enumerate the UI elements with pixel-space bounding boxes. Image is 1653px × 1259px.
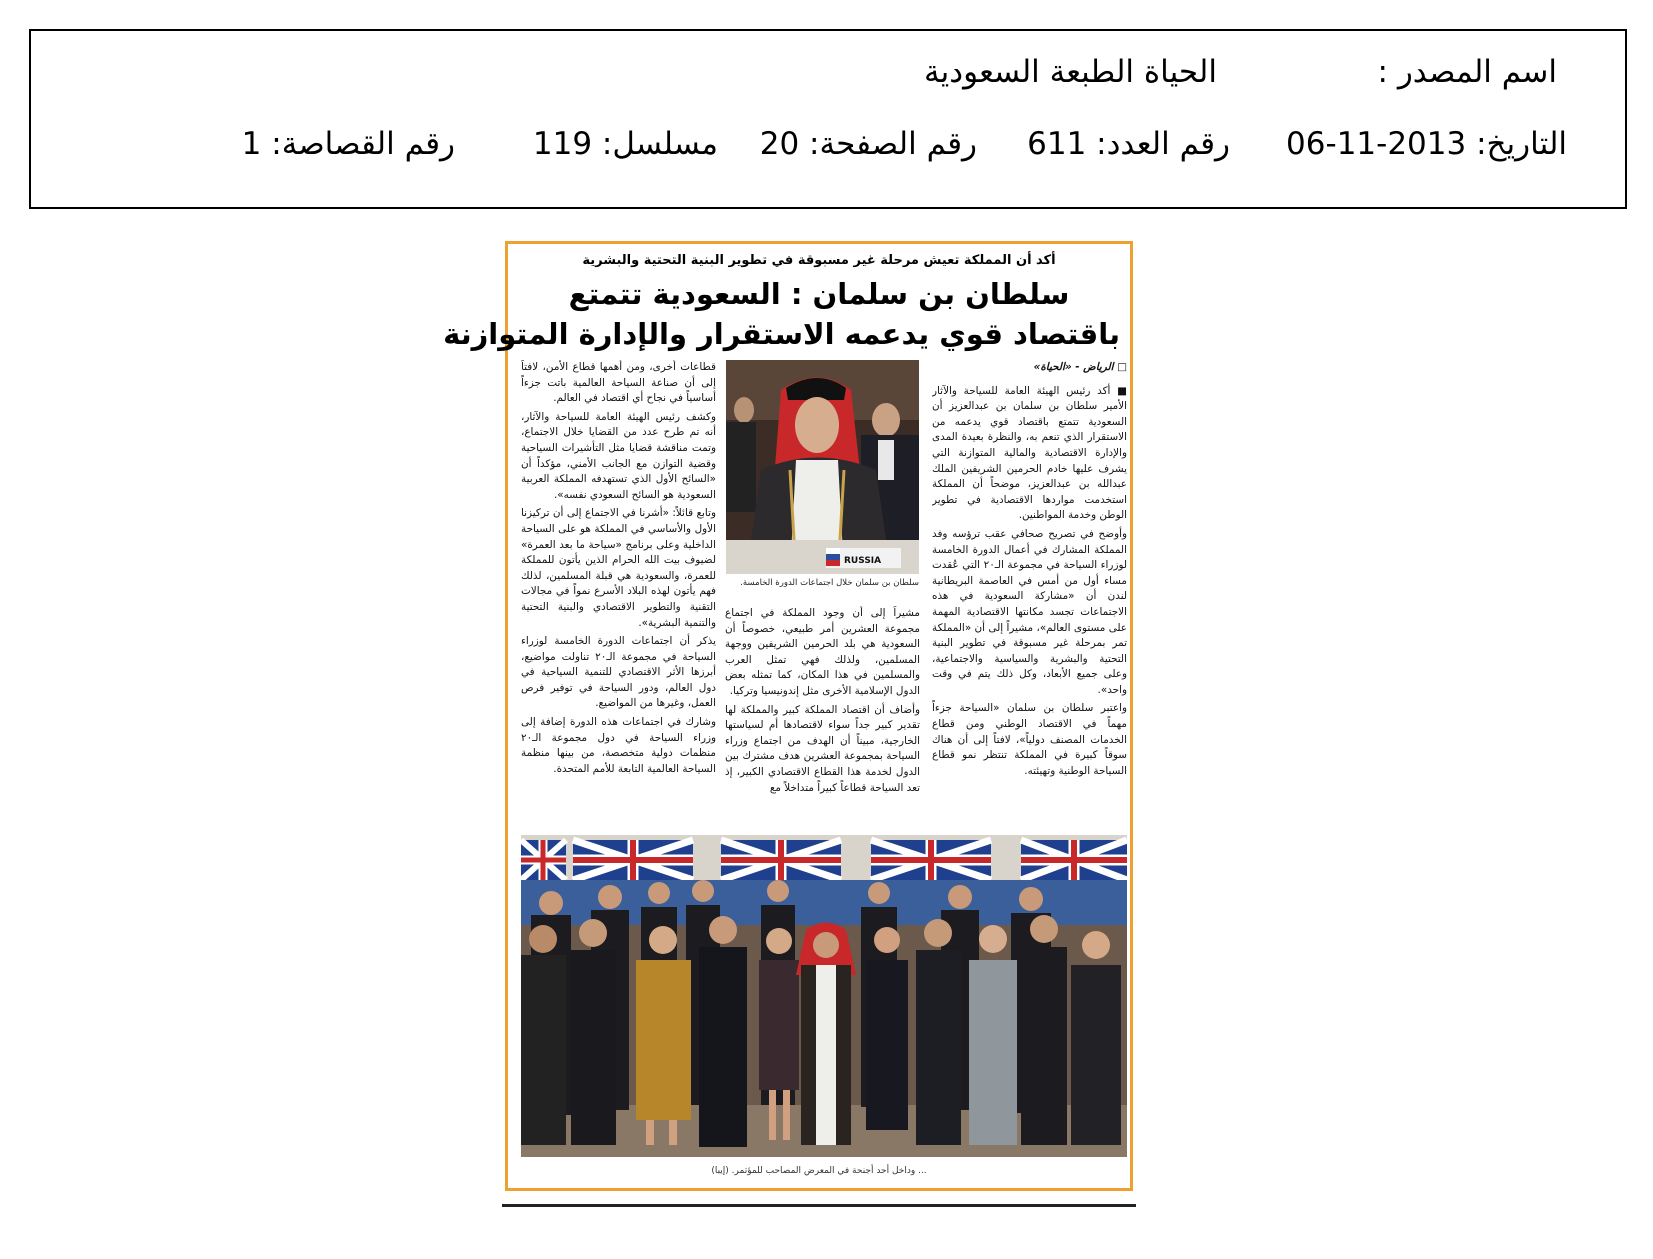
group-photo	[521, 835, 1127, 1157]
clipping-bottom-rule	[502, 1204, 1136, 1207]
date-field: التاريخ: 2013-11-06	[1286, 126, 1567, 162]
portrait-caption: سلطان بن سلمان خلال اجتماعات الدورة الخامسة.	[740, 578, 919, 588]
union-flag-banners	[521, 840, 1127, 880]
article-column-left	[521, 360, 716, 825]
paragraph: وأضاف أن اقتصاد المملكة كبير والمملكة لها تقدير كبير جداً سواء لاقتصادها أم لسياستها الخارجية، مبيناً أن الهدف من اجتماع وزراء السياحة بمجموعة العشرين هدف مشترك بين الدول لخدمة هذا القطاع الاقتصادي الكبير، إذ تعد السياحة قطاعاً كبيراً متداخلاً مع	[725, 703, 920, 794]
group-photo-caption: ... وداخل أحد أجنحة في المعرض المصاحب للمؤتمر. (إيبا)	[711, 1166, 927, 1176]
serial-number-field: مسلسل: 119	[532, 126, 718, 162]
article-column-right	[932, 360, 1127, 825]
paragraph: وشارك في اجتماعات هذه الدورة إضافة إلى وزراء السياحة في دول مجموعة الـ٢٠ منظمات دولية متخصصة، من بينها منظمة السياحة العالمية التابعة للأمم المتحدة.	[521, 716, 716, 775]
article-kicker: أكد أن المملكة تعيش مرحلة غير مسبوقة في تطوير البنية التحتية والبشرية	[582, 253, 1056, 268]
group-photo-illustration	[521, 835, 1127, 1157]
source-metadata-box	[29, 29, 1627, 209]
paragraph: ■ أكد رئيس الهيئة العامة للسياحة والآثار الأمير سلطان بن سلمان بن عبدالعزيز أن السعودية تتمتع باقتصاد قوي يدعمه من الاستقرار الذي تنعم به، والنظرة بعيدة المدى والإدارة الاقتصادية والمالية المتوازنة التي يشرف عليها خادم الحرمين الشريفين الملك عبدالله بن عبدالعزيز، موضحاً أن المملكة استخدمت مواردها الاقتصادية في تطوير الوطن وخدمة المواطنين.	[932, 384, 1127, 522]
paragraph: يذكر أن اجتماعات الدورة الخامسة لوزراء السياحة في مجموعة الـ٢٠ تناولت مواضيع، أبرزها الأثر الاقتصادي للتنمية السياحية في دول العالم، ودور السياحة في توفير فرص العمل، وغيرها من المواضيع.	[521, 635, 716, 710]
issue-number-field: رقم العدد: 611	[1027, 126, 1230, 162]
paragraph: مشيراً إلى أن وجود المملكة في اجتماع مجموعة العشرين أمر طبيعي، خصوصاً أن السعودية هي بلد الحرمين الشريفين ووجهة المسلمين، ولذلك فهي تمثل العرب والمسلمين في هذا المكان، كما تمثله بعض الدول الإسلامية الأخرى مثل إندونيسيا وتركيا.	[725, 607, 920, 697]
page-number-field: رقم الصفحة: 20	[759, 126, 977, 162]
headline-line-1: سلطان بن سلمان : السعودية تتمتع	[568, 277, 1070, 311]
nameplate-label: RUSSIA	[844, 556, 882, 566]
portrait-illustration	[726, 360, 919, 574]
headline-line-2: باقتصاد قوي يدعمه الاستقرار والإدارة المتوازنة	[443, 317, 1120, 351]
paragraph: قطاعات أخرى، ومن أهمها قطاع الأمن، لافتاً إلى أن صناعة السياحة العالمية باتت جزءاً أساسياً في نجاح أي اقتصاد في العالم.	[521, 361, 716, 405]
paragraph: وتابع قائلاً: «أشرنا في الاجتماع إلى أن تركيزنا الأول والأساسي في المملكة هو على السياحة الداخلية وعلى برنامج «سياحة ما بعد العمرة» لضيوف بيت الله الحرام الذين يأتون للمملكة للعمرة، والسعودية هي قبلة المسلمين، لذلك فهم يأتون لهذه البلاد الأسرع نمواً في مجالات التقنية والتطوير الاقتصادي والبنية التحتية والتنمية البشرية».	[521, 507, 716, 629]
portrait-photo	[726, 360, 919, 574]
clip-number-field: رقم القصاصة: 1	[241, 126, 455, 162]
byline: □ الرياض - «الحياة»	[1033, 361, 1127, 373]
newspaper-clipping	[443, 241, 1133, 1191]
source-label: اسم المصدر :	[1377, 54, 1557, 90]
paragraph: واعتبر سلطان بن سلمان «السياحة جزءاً مهماً في الاقتصاد الوطني ومن قطاع الخدمات المصنف دولياً»، لافتاً إلى أن هناك سوقاً كبيرة في المملكة تنتظر نمو قطاع السياحة الوطنية وتهيئته.	[932, 702, 1127, 777]
paragraph: وكشف رئيس الهيئة العامة للسياحة والآثار، أنه تم طرح عدد من القضايا خلال الاجتماع، وتمت مناقشة قضايا مثل التأشيرات السياحية وقضية التوازن مع الجانب الأمني، مؤكداً أن «السائح الأول الذي تستهدفه المملكة العربية السعودية هو السائح السعودي نفسه».	[521, 410, 716, 501]
article-column-middle	[725, 606, 920, 828]
source-value: الحياة الطبعة السعودية	[924, 54, 1217, 90]
paragraph: وأوضح في تصريح صحافي عقب ترؤسه وفد المملكة المشارك في أعمال الدورة الخامسة لوزراء السياحة في مجموعة الـ٢٠ التي عُقدت مساء أول من أمس في العاصمة البريطانية لندن أن «مشاركة السعودية في هذه الاجتماعات تجسد مكانتها الاقتصادية المهمة على مستوى العالم»، مشيراً إلى أن «المملكة تمر بمرحلة غير مسبوقة في تطوير البنية التحتية والبشرية والسياسية والاجتماعية، وعلى جميع الأبعاد، وكل ذلك يتم في وقت واحد».	[932, 527, 1127, 696]
